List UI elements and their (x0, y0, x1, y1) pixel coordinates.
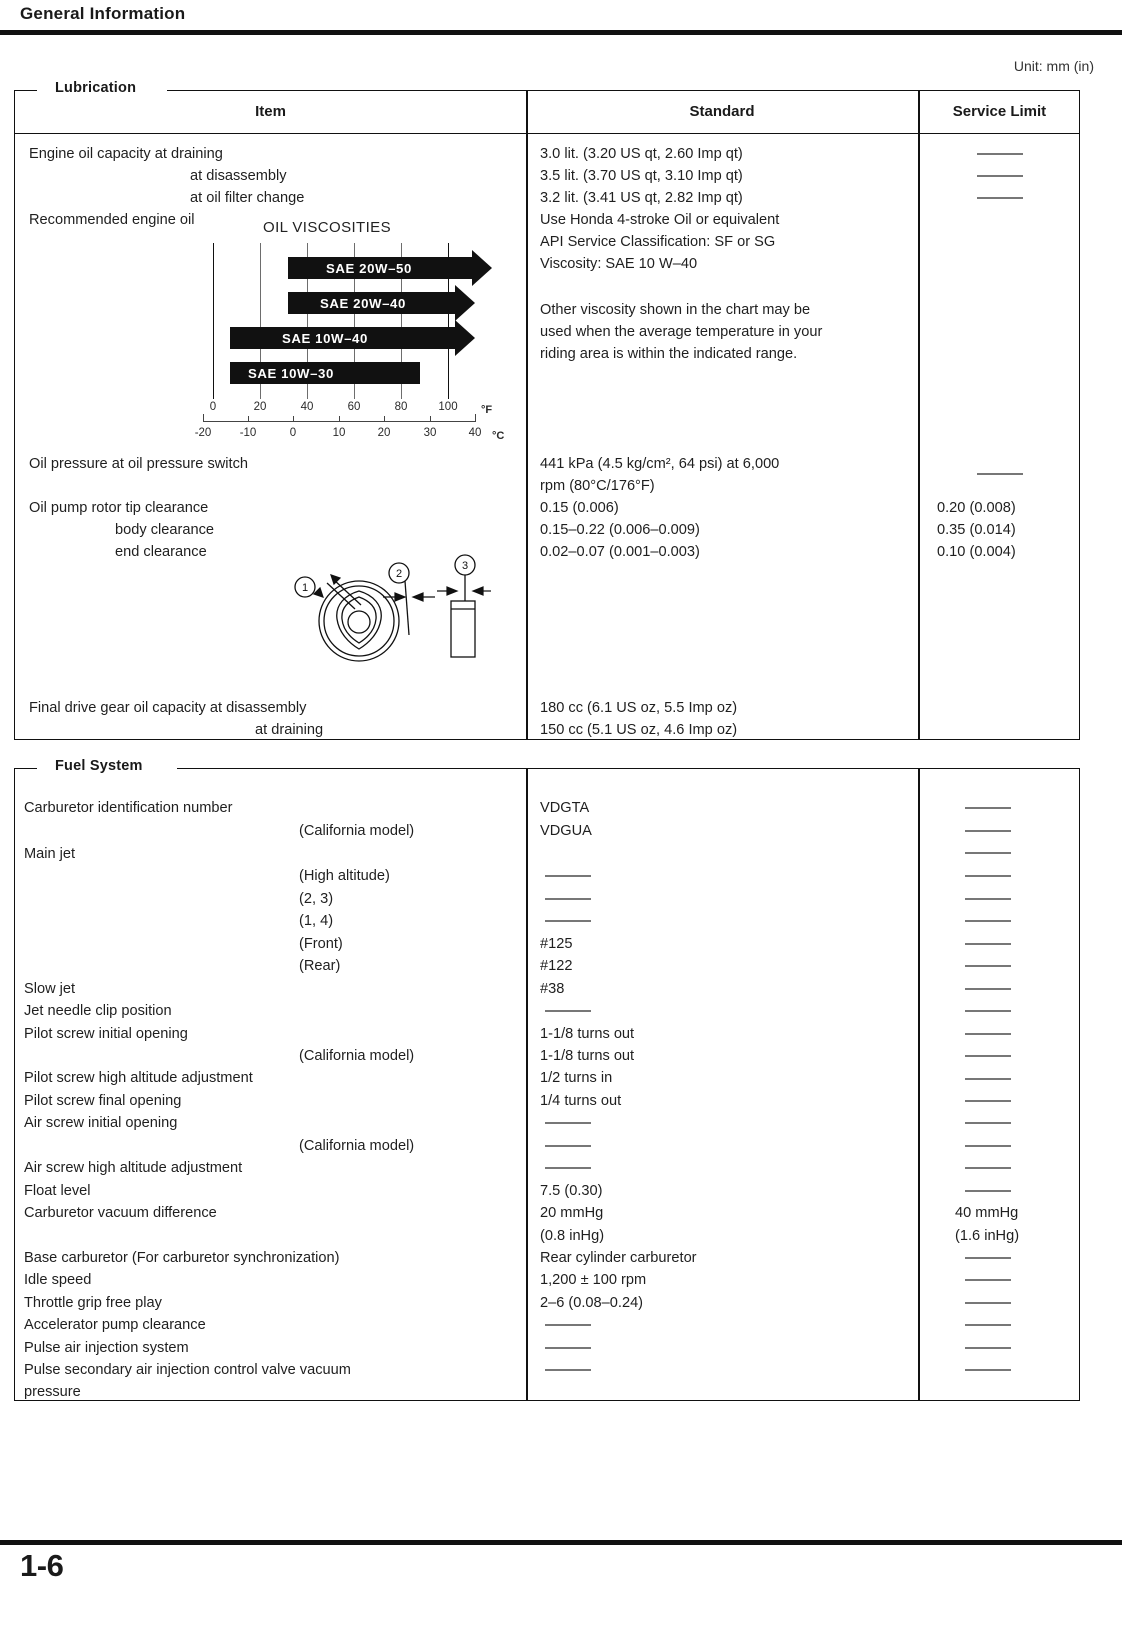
item-main-jet: Main jet (24, 846, 76, 862)
rotor-callout-3: 3 (461, 560, 469, 572)
celsius-axis-end-right (475, 414, 476, 422)
tick-label-c-30: 30 (423, 427, 437, 439)
std-pilot-screw-initial: 1-1/8 turns out (540, 1026, 635, 1042)
std-final-drive-disassembly: 180 cc (6.1 US oz, 5.5 Imp oz) (540, 700, 738, 716)
item-main-jet-high-altitude: (High altitude) (299, 868, 390, 884)
item-engine-oil-capacity: Engine oil capacity at draining (29, 146, 223, 162)
page-number: 1-6 (20, 1548, 64, 1583)
limit-body-clearance: 0.35 (0.014) (937, 522, 1016, 538)
col-separator-standard (526, 91, 528, 739)
lubrication-legend: Lubrication (45, 80, 146, 96)
service-limit-dash (965, 920, 1011, 922)
item-carburetor-id-california: (California model) (299, 823, 415, 839)
celsius-tick (293, 416, 294, 421)
standard-dash (545, 1010, 591, 1012)
std-pilot-screw-final: 1/4 turns out (540, 1093, 622, 1109)
tick-label-f-80: 80 (394, 401, 408, 413)
item-main-jet-2-3: (2, 3) (299, 891, 334, 907)
std-capacity-draining: 3.0 lit. (3.20 US qt, 2.60 Imp qt) (540, 146, 743, 162)
std-final-drive-draining: 150 cc (5.1 US oz, 4.6 Imp oz) (540, 722, 738, 738)
celsius-tick (430, 416, 431, 421)
std-main-jet-front: #125 (540, 936, 573, 952)
chart-bar-arrow (472, 250, 492, 286)
item-main-jet-1-4: (1, 4) (299, 913, 334, 929)
std-slow-jet: #38 (540, 981, 565, 997)
std-body-clearance: 0.15–0.22 (0.006–0.009) (540, 522, 700, 538)
std-capacity-disassembly: 3.5 lit. (3.70 US qt, 3.10 Imp qt) (540, 168, 743, 184)
header-rule (0, 30, 1122, 34)
item-rotor-tip-clearance: Oil pump rotor tip clearance (29, 500, 209, 516)
item-pulse-air-injection-system: Pulse air injection system (24, 1340, 189, 1356)
limit-carburetor-vacuum-line-1: 40 mmHg (955, 1205, 1019, 1221)
service-limit-dash (977, 153, 1023, 155)
service-limit-dash (965, 1369, 1011, 1371)
item-jet-needle-clip-position: Jet needle clip position (24, 1003, 172, 1019)
item-end-clearance: end clearance (115, 544, 207, 560)
std-base-carburetor: Rear cylinder carburetor (540, 1250, 697, 1266)
item-idle-speed: Idle speed (24, 1272, 92, 1288)
service-limit-dash (965, 1279, 1011, 1281)
std-carburetor-vacuum-line-2: (0.8 inHg) (540, 1228, 605, 1244)
service-limit-dash (965, 807, 1011, 809)
std-float-level: 7.5 (0.30) (540, 1183, 603, 1199)
item-pulse-secondary-line-2: pressure (24, 1384, 81, 1400)
page-title: General Information (20, 4, 186, 23)
std-oil-pressure-line-1: 441 kPa (4.5 kg/cm², 64 psi) at 6,000 (540, 456, 780, 472)
service-limit-dash (965, 1010, 1011, 1012)
column-header-item: Item (255, 103, 286, 120)
footer-rule (0, 1540, 1122, 1544)
col-separator-standard (526, 769, 528, 1400)
chart-bar-arrow (455, 285, 475, 321)
rotor-callout-1: 1 (301, 582, 309, 594)
standard-dash (545, 1347, 591, 1349)
rotor-callout-2: 2 (395, 568, 403, 580)
service-limit-dash (965, 898, 1011, 900)
item-pilot-screw-high-altitude: Pilot screw high altitude adjustment (24, 1070, 253, 1086)
tick-label-c-0: 0 (289, 427, 297, 439)
page-header (0, 0, 1122, 40)
service-limit-dash (965, 943, 1011, 945)
item-air-screw-high-altitude: Air screw high altitude adjustment (24, 1160, 243, 1176)
std-main-jet-rear: #122 (540, 958, 573, 974)
celsius-tick (339, 416, 340, 421)
item-accelerator-pump-clearance: Accelerator pump clearance (24, 1317, 206, 1333)
tick-label-f-60: 60 (347, 401, 361, 413)
chart-bar-arrow (455, 320, 475, 356)
item-slow-jet: Slow jet (24, 981, 76, 997)
tick-label-f-20: 20 (253, 401, 267, 413)
std-note-line-1: Other viscosity shown in the chart may be (540, 302, 811, 318)
service-limit-dash (965, 1190, 1011, 1192)
item-at-disassembly: at disassembly (190, 168, 287, 184)
limit-carburetor-vacuum-line-2: (1.6 inHg) (955, 1228, 1020, 1244)
standard-dash (545, 1122, 591, 1124)
item-final-drive-draining: at draining (255, 722, 324, 738)
header-underline (15, 133, 1079, 134)
item-at-oil-filter-change: at oil filter change (190, 190, 305, 206)
std-pilot-screw-high-altitude: 1/2 turns in (540, 1070, 613, 1086)
chart-axis-unit-fahrenheit: °F (481, 404, 493, 416)
chart-bar-label: SAE 20W–40 (320, 295, 406, 311)
std-idle-speed: 1,200 ± 100 rpm (540, 1272, 647, 1288)
chart-bar-label: SAE 20W–50 (326, 260, 412, 276)
std-capacity-filter-change: 3.2 lit. (3.41 US qt, 2.82 Imp qt) (540, 190, 743, 206)
std-oil-api: API Service Classification: SF or SG (540, 234, 776, 250)
service-limit-dash (965, 965, 1011, 967)
service-limit-dash (965, 852, 1011, 854)
celsius-axis-end-left (203, 414, 204, 422)
service-limit-dash (965, 1324, 1011, 1326)
chart-bar-label: SAE 10W–40 (282, 330, 368, 346)
std-carburetor-id-california: VDGUA (540, 823, 592, 839)
chart-axis-unit-celsius: °C (492, 430, 505, 442)
standard-dash (545, 1145, 591, 1147)
chart-title: OIL VISCOSITIES (263, 219, 391, 236)
service-limit-dash (965, 1257, 1011, 1259)
std-oil-viscosity: Viscosity: SAE 10 W–40 (540, 256, 698, 272)
chart-bar-label: SAE 10W–30 (248, 365, 334, 381)
service-limit-dash (977, 197, 1023, 199)
chart-bar-sae-20w50 (288, 257, 473, 279)
item-oil-pressure: Oil pressure at oil pressure switch (29, 456, 248, 472)
service-limit-dash (965, 875, 1011, 877)
col-separator-service-limit (918, 91, 920, 739)
limit-tip-clearance: 0.20 (0.008) (937, 500, 1016, 516)
tick-label-f-100: 100 (438, 401, 458, 413)
item-pilot-screw-initial-opening: Pilot screw initial opening (24, 1026, 188, 1042)
item-main-jet-rear: (Rear) (299, 958, 341, 974)
std-pilot-screw-initial-california: 1-1/8 turns out (540, 1048, 635, 1064)
item-final-drive-disassembly: Final drive gear oil capacity at disassembly (29, 700, 307, 716)
service-limit-dash (965, 1145, 1011, 1147)
item-pulse-secondary-line-1: Pulse secondary air injection control valve vacuum (24, 1362, 351, 1378)
chart-bar-sae-10w30 (230, 362, 420, 384)
oil-pump-rotor-diagram (287, 539, 507, 664)
item-carburetor-vacuum-difference: Carburetor vacuum difference (24, 1205, 217, 1221)
standard-dash (545, 875, 591, 877)
item-throttle-grip-free-play: Throttle grip free play (24, 1295, 162, 1311)
std-end-clearance: 0.02–0.07 (0.001–0.003) (540, 544, 700, 560)
lubrication-table (14, 80, 1080, 740)
item-air-screw-initial-opening: Air screw initial opening (24, 1115, 178, 1131)
oil-viscosities-chart (195, 219, 505, 447)
fuel-system-table (14, 758, 1080, 1401)
std-oil-use: Use Honda 4-stroke Oil or equivalent (540, 212, 780, 228)
service-limit-dash (965, 1033, 1011, 1035)
column-header-service-limit: Service Limit (952, 103, 1047, 120)
item-recommended-engine-oil: Recommended engine oil (29, 212, 195, 228)
service-limit-dash (965, 1122, 1011, 1124)
service-limit-dash (965, 1078, 1011, 1080)
std-note-line-2: used when the average temperature in your (540, 324, 823, 340)
standard-dash (545, 1324, 591, 1326)
std-carburetor-vacuum-line-1: 20 mmHg (540, 1205, 604, 1221)
item-float-level: Float level (24, 1183, 91, 1199)
std-note-line-3: riding area is within the indicated range. (540, 346, 798, 362)
chart-axis-left (213, 243, 214, 399)
item-pilot-screw-final-opening: Pilot screw final opening (24, 1093, 182, 1109)
tick-label-c-20: 20 (377, 427, 391, 439)
item-air-screw-initial-california: (California model) (299, 1138, 415, 1154)
service-limit-dash (965, 988, 1011, 990)
chart-plot-area (213, 243, 483, 399)
item-carburetor-id: Carburetor identification number (24, 800, 233, 816)
std-throttle-grip-free-play: 2–6 (0.08–0.24) (540, 1295, 644, 1311)
tick-label-c-10: 10 (332, 427, 346, 439)
standard-dash (545, 1369, 591, 1371)
celsius-axis-line (203, 421, 475, 422)
tick-label-f-0: 0 (209, 401, 217, 413)
chart-bar-sae-20w40 (288, 292, 456, 314)
service-limit-dash (965, 1055, 1011, 1057)
item-base-carburetor: Base carburetor (For carburetor synchronization) (24, 1250, 340, 1266)
col-separator-service-limit (918, 769, 920, 1400)
standard-dash (545, 898, 591, 900)
standard-dash (545, 920, 591, 922)
item-main-jet-front: (Front) (299, 936, 343, 952)
service-limit-dash (977, 175, 1023, 177)
service-limit-dash (965, 1302, 1011, 1304)
service-limit-dash (965, 830, 1011, 832)
item-body-clearance: body clearance (115, 522, 214, 538)
tick-label-c--10: -10 (239, 427, 257, 439)
service-limit-dash (965, 1347, 1011, 1349)
item-pilot-screw-initial-california: (California model) (299, 1048, 415, 1064)
celsius-tick (248, 416, 249, 421)
limit-end-clearance: 0.10 (0.004) (937, 544, 1016, 560)
service-limit-dash (965, 1100, 1011, 1102)
tick-label-c-40: 40 (468, 427, 482, 439)
column-header-standard: Standard (689, 103, 755, 120)
std-tip-clearance: 0.15 (0.006) (540, 500, 619, 516)
tick-label-f-40: 40 (300, 401, 314, 413)
service-limit-dash (977, 473, 1023, 475)
std-oil-pressure-line-2: rpm (80°C/176°F) (540, 478, 655, 494)
chart-bar-sae-10w40 (230, 327, 456, 349)
standard-dash (545, 1167, 591, 1169)
unit-note: Unit: mm (in) (1013, 58, 1094, 74)
celsius-tick (384, 416, 385, 421)
tick-label-c--20: -20 (194, 427, 212, 439)
service-limit-dash (965, 1167, 1011, 1169)
std-carburetor-id: VDGTA (540, 800, 590, 816)
fuel-system-legend: Fuel System (45, 758, 153, 774)
